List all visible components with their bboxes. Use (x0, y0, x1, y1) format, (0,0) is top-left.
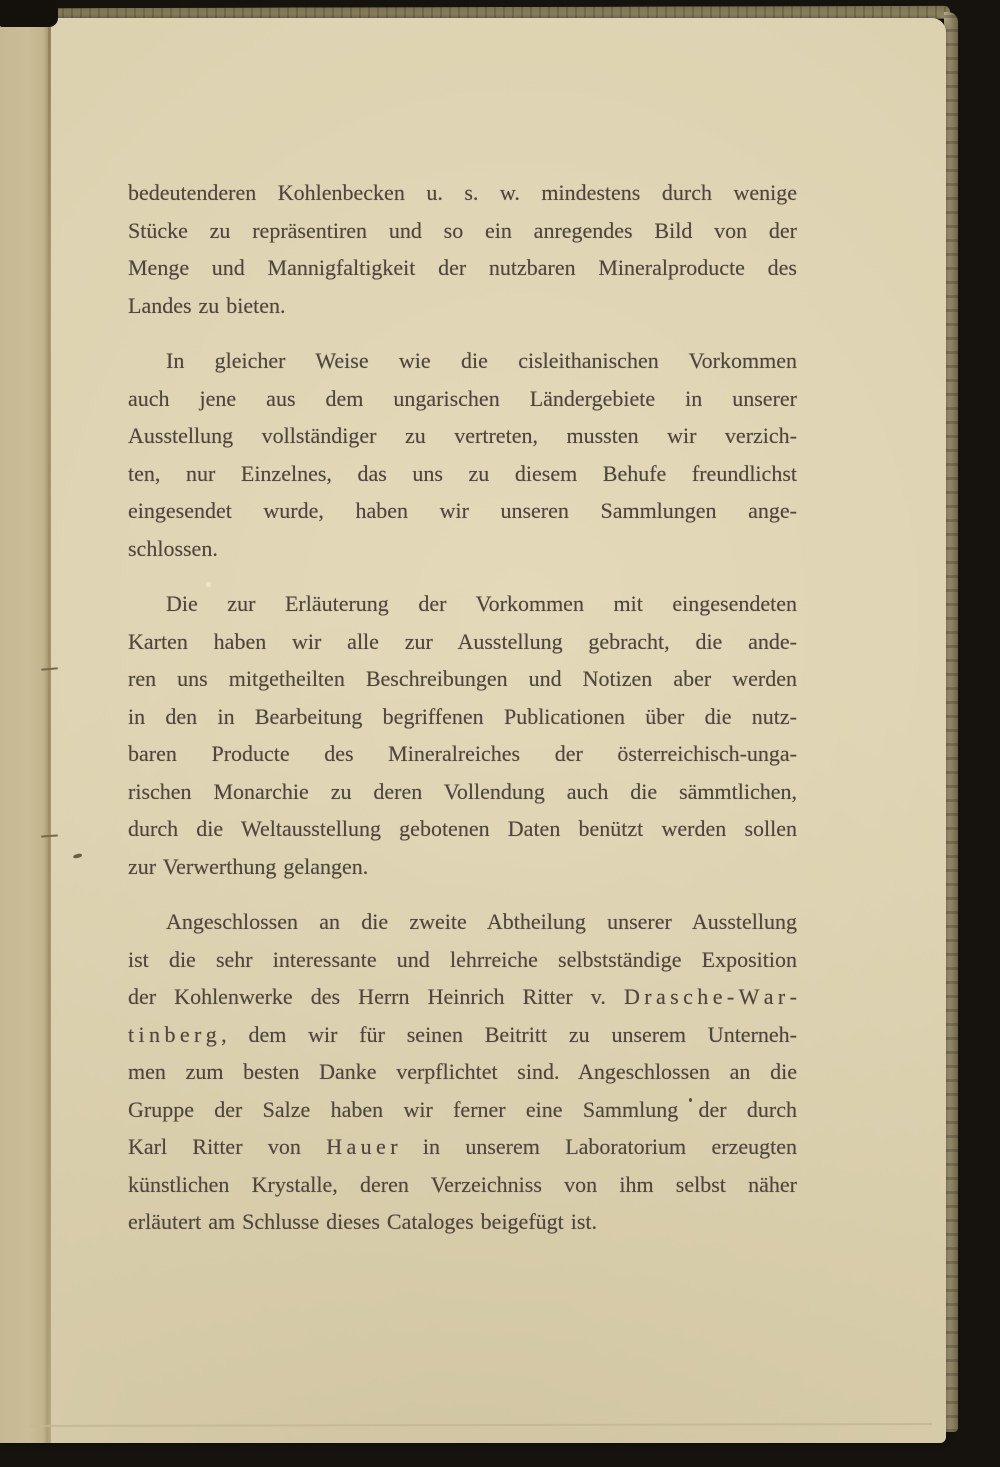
text-line: baren Producte des Mineralreiches der österreichisch-unga- (128, 741, 797, 766)
paragraph (128, 903, 797, 1241)
text-line: schlossen. (128, 535, 218, 561)
paragraph (128, 585, 797, 885)
page-gutter-shadow (0, 18, 50, 1443)
text-line: erläutert am Schlusse dieses Cataloges beigefügt ist. (128, 1209, 598, 1234)
text-line: künstlichen Krystalle, deren Verzeichniss von ihm selbst näher (128, 1171, 797, 1197)
text-line: ren uns mitgetheilten Beschreibungen und Notizen aber werden (128, 666, 797, 691)
text-line: Karten haben wir alle zur Ausstellung gebracht, die ande- (128, 628, 797, 654)
text-line: rischen Monarchie zu deren Vollendung auch die sämmtlichen, (128, 778, 797, 804)
text-block (128, 174, 797, 1241)
text-line: eingesendet wurde, haben wir unseren Sammlungen ange- (128, 498, 797, 523)
text-line: Angeschlossen an die zweite Abtheilung unserer Ausstellung (166, 909, 797, 934)
text-line: Stücke zu repräsentiren und so ein anregendes Bild von der (128, 217, 797, 243)
text-line: bedeutenderen Kohlenbecken u. s. w. mindestens durch wenige (128, 180, 797, 205)
under-page-edge (30, 1423, 932, 1427)
text-line: men zum besten Danke verpflichtet sind. Angeschlossen an die (128, 1059, 797, 1084)
binding-corner-shadow (0, 0, 58, 27)
text-line: Gruppe der Salze haben wir ferner eine Sammlung der durch (128, 1096, 797, 1122)
paragraph (128, 342, 797, 567)
scan-blemish (73, 853, 83, 859)
text-line: ist die sehr interessante und lehrreiche selbstständige Exposition (128, 946, 797, 972)
text-line: der Kohlenwerke des Herrn Heinrich Ritter v. D r a s c h e - W a r - (128, 984, 797, 1009)
text-line: durch die Weltausstellung gebotenen Daten benützt werden sollen (128, 816, 797, 841)
text-line: auch jene aus dem ungarischen Ländergebiete in unserer (128, 385, 797, 411)
text-line: In gleicher Weise wie die cisleithanischen Vorkommen (166, 348, 797, 373)
page-paper (0, 18, 946, 1443)
text-line: zur Verwerthung gelangen. (128, 853, 369, 879)
page-stack-fore-edge (944, 12, 958, 1432)
text-line: Die zur Erläuterung der Vorkommen mit eingesendeten (166, 591, 797, 616)
binding-crease (48, 18, 51, 1443)
text-line: t i n b e r g , dem wir für seinen Beitritt zu unserem Unterneh- (128, 1021, 797, 1047)
text-line: in den in Bearbeitung begriffenen Publicationen über die nutz- (128, 703, 797, 729)
text-line: Menge und Mannigfaltigkeit der nutzbaren Mineralproducte des (128, 255, 797, 280)
paragraph (128, 174, 797, 324)
text-line: Landes zu bieten. (128, 292, 286, 318)
text-line: Ausstellung vollständiger zu vertreten, mussten wir verzich- (128, 423, 797, 448)
text-line: ten, nur Einzelnes, das uns zu diesem Behufe freundlichst (128, 460, 797, 486)
text-line: Karl Ritter von H a u e r in unserem Laboratorium erzeugten (128, 1134, 797, 1159)
